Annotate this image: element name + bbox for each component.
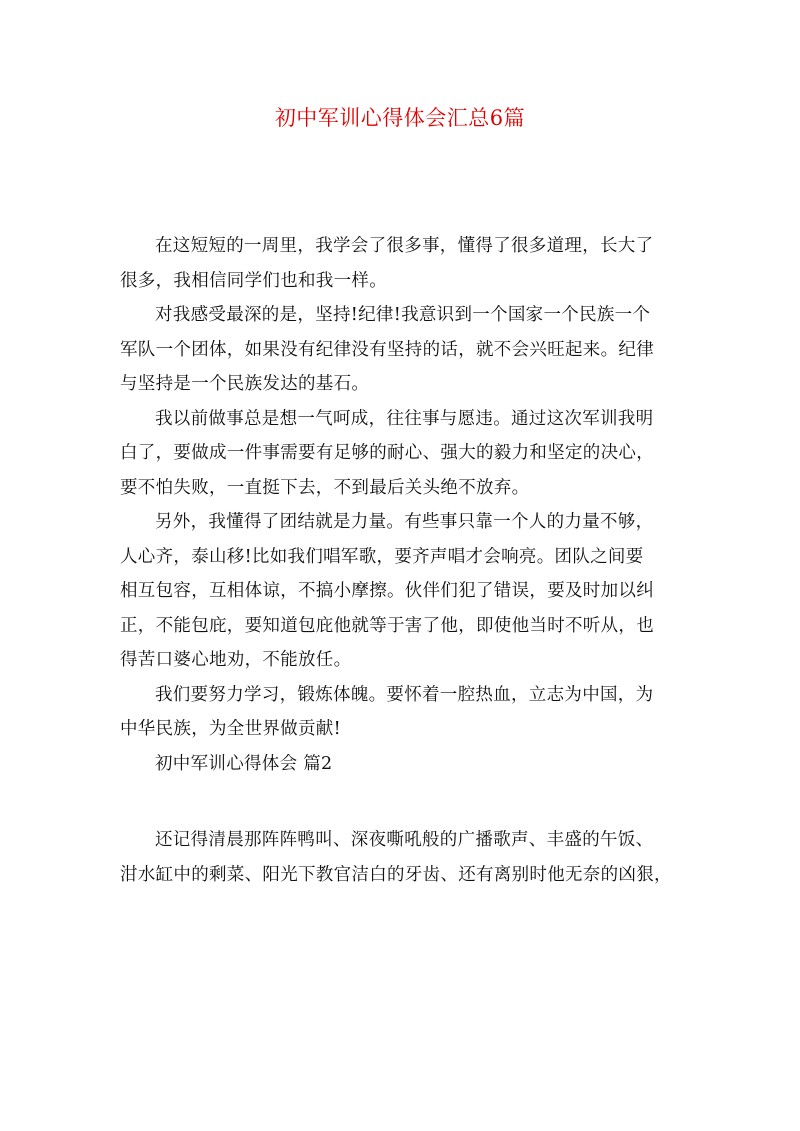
paragraph-1 (120, 229, 685, 298)
paragraph-5 (120, 678, 685, 747)
document-title: 初中军训心得体会汇总6篇 (274, 106, 526, 130)
paragraph-line: 相互包容，互相体谅，不搞小摩擦。伙伴们犯了错误，要及时加以纠 (120, 581, 654, 601)
paragraph-line: 泔水缸中的剩菜、阳光下教官洁白的牙齿、还有离别时他无奈的凶狠， (120, 864, 672, 885)
section-paragraph (120, 823, 685, 892)
paragraph-line: 我以前做事总是想一气呵成，往往事与愿违。通过这次军训我明 (155, 408, 654, 429)
document-body (120, 229, 685, 892)
paragraph-line: 人心齐，泰山移!比如我们唱军歌，要齐声唱才会响亮。团队之间要 (120, 546, 644, 567)
paragraph-line: 另外，我懂得了团结就是力量。有些事只靠一个人的力量不够， (155, 512, 654, 532)
paragraph-line: 很多，我相信同学们也和我一样。 (120, 270, 387, 291)
paragraph-line: 得苦口婆心地劝，不能放任。 (120, 650, 352, 670)
paragraph-line: 军队一个团体，如果没有纪律没有坚持的话，就不会兴旺起来。纪律 (120, 339, 654, 360)
paragraph-line: 在这短短的一周里，我学会了很多事，懂得了很多道理，长大了 (155, 236, 654, 256)
paragraph-line: 还记得清晨那阵阵鸭叫、深夜嘶吼般的广播歌声、丰盛的午饭、 (155, 830, 654, 850)
paragraph-4 (120, 505, 685, 678)
paragraph-3 (120, 402, 685, 506)
paragraph-2 (120, 298, 685, 402)
paragraph-line: 白了，要做成一件事需要有足够的耐心、强大的毅力和坚定的决心， (120, 443, 654, 463)
paragraph-line: 正，不能包庇，要知道包庇他就等于害了他，即使他当时不听从，也 (120, 615, 654, 636)
section-heading: 初中军训心得体会 篇2 (155, 753, 333, 774)
paragraph-line: 与坚持是一个民族发达的基石。 (120, 374, 370, 394)
paragraph-line: 对我感受最深的是，坚持!纪律!我意识到一个国家一个民族一个 (155, 305, 651, 325)
paragraph-line: 要不怕失败，一直挺下去，不到最后关头绝不放弃。 (120, 477, 530, 498)
paragraph-line: 中华民族，为全世界做贡献! (120, 719, 341, 739)
paragraph-line: 我们要努力学习，锻炼体魄。要怀着一腔热血，立志为中国，为 (155, 684, 654, 705)
section-spacer (120, 781, 685, 823)
